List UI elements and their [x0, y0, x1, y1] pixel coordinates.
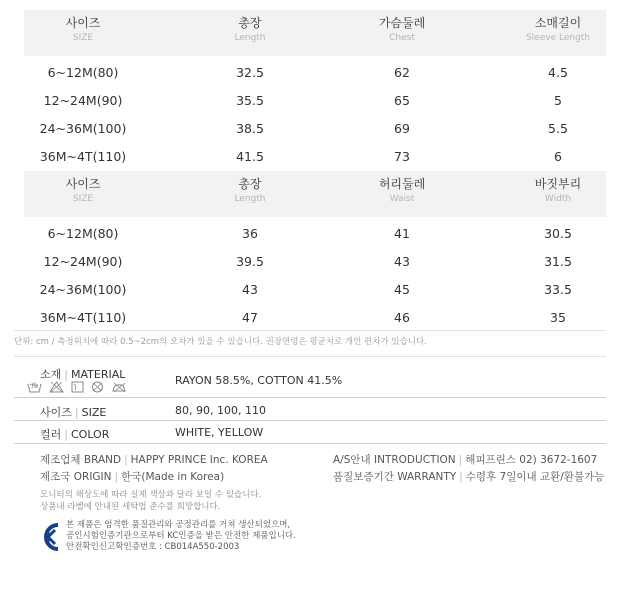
table-row: 12~24M(90) 39.5 43 31.5 — [43, 254, 572, 269]
as-info: A/S안내 INTRODUCTION | 해피프린스 02) 3672-1607 — [333, 454, 598, 466]
header-length: 총장 Length — [234, 177, 266, 204]
header-sleeve: 소매길이 Sleeve Length — [525, 16, 591, 43]
header-length: 총장 Length — [234, 16, 266, 43]
header-size: 사이즈 SIZE — [65, 177, 101, 204]
size-value: 80, 90, 100, 110 — [175, 404, 266, 417]
divider — [14, 443, 606, 444]
tumble-dry-icon — [71, 378, 84, 397]
header-size: 사이즈 SIZE — [65, 16, 101, 43]
no-bleach-icon — [49, 378, 64, 397]
table-row: 24~36M(100) 43 45 33.5 — [39, 282, 572, 297]
divider — [14, 420, 606, 421]
table-row: 36M~4T(110) 47 46 35 — [39, 310, 566, 325]
size-table-bottom — [24, 171, 606, 332]
divider — [14, 397, 606, 398]
material-value: RAYON 58.5%, COTTON 41.5% — [175, 374, 343, 387]
origin-info: 제조국 ORIGIN | 한국(Made in Korea) — [40, 471, 225, 483]
measurement-note: 단위: cm / 측정위치에 따라 0.5~2cm의 오차가 있을 수 있습니다. 권장연령은 평균치로 개인 편차가 있습니다. — [14, 337, 427, 347]
size-label: 사이즈 | SIZE — [40, 406, 107, 419]
table-header — [24, 171, 606, 217]
header-waist: 허리둘레 Waist — [378, 177, 426, 204]
no-iron-icon — [111, 378, 127, 397]
header-width: 바짓부리 Width — [534, 177, 582, 204]
table-row: 12~24M(90) 35.5 65 5 — [43, 93, 562, 108]
kc-mark-icon — [40, 522, 62, 556]
header-chest: 가슴둘레 Chest — [378, 16, 426, 43]
material-label: 소재 | MATERIAL — [40, 368, 126, 381]
monitor-note: 모니터의 해상도에 따라 실제 색상과 달라 보일 수 있습니다. 상품내 라벨에 안내된 세탁법 준수를 희망합니다. — [40, 490, 262, 512]
table-row: 6~12M(80) 36 41 30.5 — [47, 226, 572, 241]
table-header — [24, 10, 606, 56]
warranty-info: 품질보증기간 WARRANTY | 수령후 7일이내 교환/환불가능 — [333, 471, 605, 483]
table-row: 24~36M(100) 38.5 69 5.5 — [39, 121, 568, 136]
color-label: 컬러 | COLOR — [40, 428, 110, 441]
table-row: 6~12M(80) 32.5 62 4.5 — [47, 65, 568, 80]
no-dryclean-icon — [91, 378, 104, 397]
hand-wash-icon — [27, 378, 42, 397]
table-row: 36M~4T(110) 41.5 73 6 — [39, 149, 562, 164]
kc-certification-text: 본 제품은 엄격한 품질관리와 공정관리를 거쳐 생산되었으며, 공인시험인증기관으로부터 KC인증을 받은 안전한 제품입니다. 안전확인신고확인증번호 : CB014A550-2003 — [66, 520, 296, 552]
divider — [14, 330, 606, 331]
divider — [14, 356, 606, 357]
care-icons — [27, 378, 129, 397]
brand-info: 제조업체 BRAND | HAPPY PRINCE Inc. KOREA — [40, 454, 268, 466]
size-table-top — [24, 10, 606, 171]
color-value: WHITE, YELLOW — [175, 426, 264, 439]
